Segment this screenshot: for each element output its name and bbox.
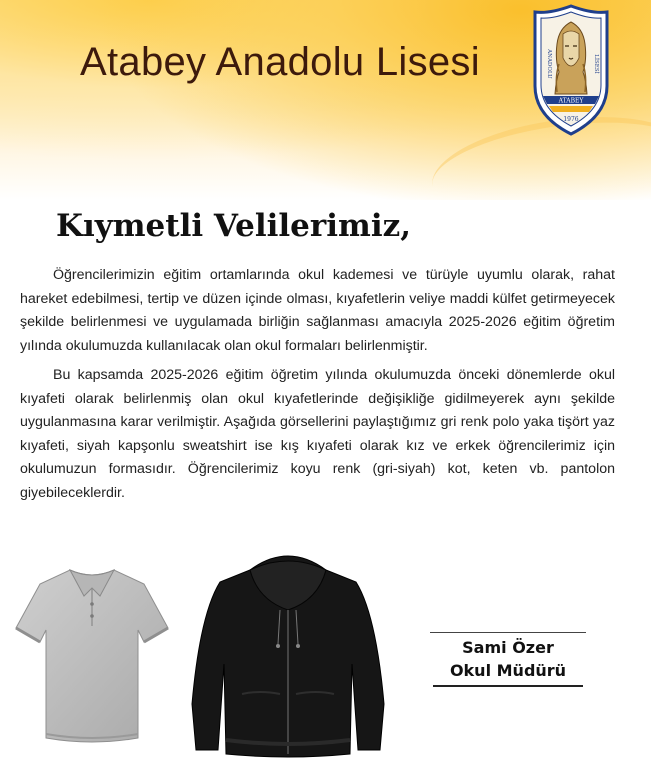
paragraph-2: Bu kapsamda 2025-2026 eğitim öğretim yılında okulumuzda önceki dönemlerde okul kıyafeti olarak belirlenmiş olan okul kıyafetlerinde değişikliğe gidilmeyerek aynı şekilde uygulanmasına karar verilmiştir. Aşağıda görsellerini paylaştığımız gri renk polo yaka tişört yaz kıyafeti, siyah kapşonlu sweatshirt ise kış kıyafeti olarak kız ve erkek öğrencilerimiz için okulumuzun formasıdır. Öğrencilerimiz koyu renk (gri-siyah) kot, keten vb. pantolon giyebileceklerdir. xyxy=(20,367,615,501)
grey-polo-shirt-icon xyxy=(12,556,172,746)
svg-text:1976: 1976 xyxy=(563,116,579,123)
signature-bottom-line xyxy=(433,685,583,687)
svg-text:ATABEY: ATABEY xyxy=(558,97,584,105)
school-title: Atabey Anadolu Lisesi xyxy=(80,40,480,84)
principal-name: Sami Özer xyxy=(462,638,554,657)
signature-block xyxy=(430,632,586,687)
black-hoodie-icon xyxy=(188,544,388,760)
principal-title: Okul Müdürü xyxy=(449,661,567,680)
header-banner xyxy=(0,0,651,200)
svg-text:ANADOLU: ANADOLU xyxy=(546,49,552,79)
school-emblem-icon xyxy=(529,4,613,136)
paragraph-1: Öğrencilerimizin eğitim ortamlarında okul kademesi ve türüyle uyumlu olarak, rahat hareket edebilmesi, tertip ve düzen içinde olması, kıyafetlerin veliye maddi külfet getirmeyecek şekilde belirlenmesi ve uygulamada birliğin sağlanması amacıyla 2025-2026 eğitim öğretim yılında okulumuzda kullanılacak olan okul formaları belirlenmiştir. xyxy=(20,267,615,354)
greeting-heading: Kıymetli Velilerimiz, xyxy=(56,208,411,244)
svg-text:LİSESİ: LİSESİ xyxy=(593,54,599,74)
